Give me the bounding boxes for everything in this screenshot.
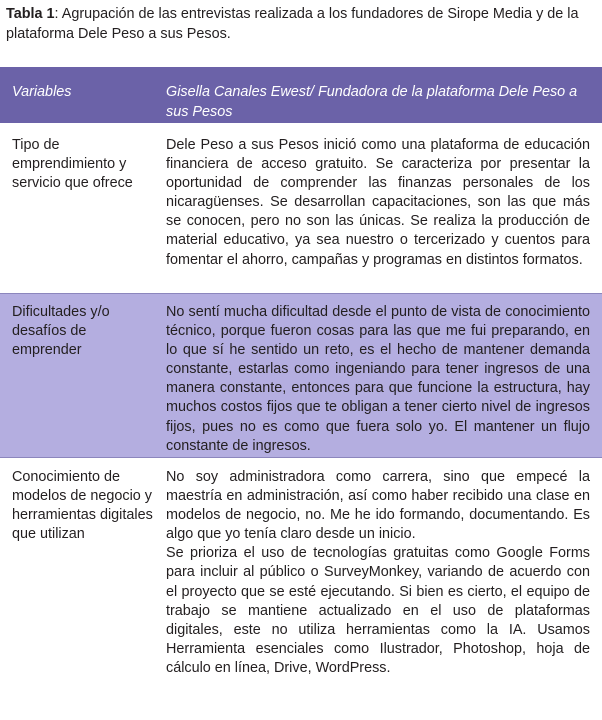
row-variable: Conocimiento de modelos de negocio y herramientas digitales que utilizan [12,469,153,543]
table-caption [6,4,598,44]
row-answer [158,136,598,293]
caption-text: : Agrupación de las entrevistas realizada a los fundadores de Sirope Media y de la plataforma Dele Peso a sus Pesos. [6,6,579,42]
header-respondent: Gisella Canales Ewest/ Fundadora de la plataforma Dele Peso a sus Pesos [166,84,578,120]
answer-paragraph: No sentí mucha dificultad desde el punto de vista de conocimiento técnico, porque fueron cosas para las que me fui preparando, en lo que sí he sentido un reto, es el hecho de mantener demanda constante, estarlas como ingeniando para tener ingresos de una manera constante, entonces para que funcione la estructura, hay muchos costos fijos que te obligan a tener cierto nivel de ingresos fijos, pues no es como que fuera solo yo. El mantener un flujo constante de ingresos. [166,304,590,454]
interview-table [0,67,602,706]
table-row [0,123,602,294]
header-variables: Variables [12,84,72,100]
answer-paragraph: Se prioriza el uso de tecnologías gratuitas como Google Forms para incluir al público o SurveyMonkey, variando de acuerdo con el proyecto que se esté ejecutando. Si bien es cierto, el equipo de trabajo se mantiene actualizado en el uso de plataformas digitales, este no utiliza herramientas como la IA. Usamos Herramienta esenciales como Ilustrador, Photoshop, hoja de cálculo en línea, Drive, WordPress. [166,545,590,676]
answer-paragraph: Dele Peso a sus Pesos inició como una plataforma de educación financiera de acceso gratuito. Se caracteriza por presentar la oportunidad de comprender las finanzas personales de los nicaragüenses. Se desarrollan capacitaciones, son las que más se conocen, pero no son las únicas. Se realiza la producción de material educativo, ya sea nuestro o tercerizado y cuentos para fomentar el ahorro, campañas y programas en distintos formatos. [166,137,590,268]
table-row [0,294,602,458]
answer-paragraph: No soy administradora como carrera, sino que empecé la maestría en administración, así como haber recibido una clase en modelos de negocio, no. Me he ido formando, documentando. Es algo que yo tenía claro desde un inicio. [166,469,590,543]
row-variable: Dificultades y/o desafíos de emprender [12,304,110,359]
table-header [0,67,602,123]
row-variable: Tipo de emprendimiento y servicio que ofrece [12,137,133,192]
caption-label: Tabla 1 [6,6,55,22]
row-answer [158,303,598,457]
row-answer [158,468,598,706]
table-row [0,458,602,706]
